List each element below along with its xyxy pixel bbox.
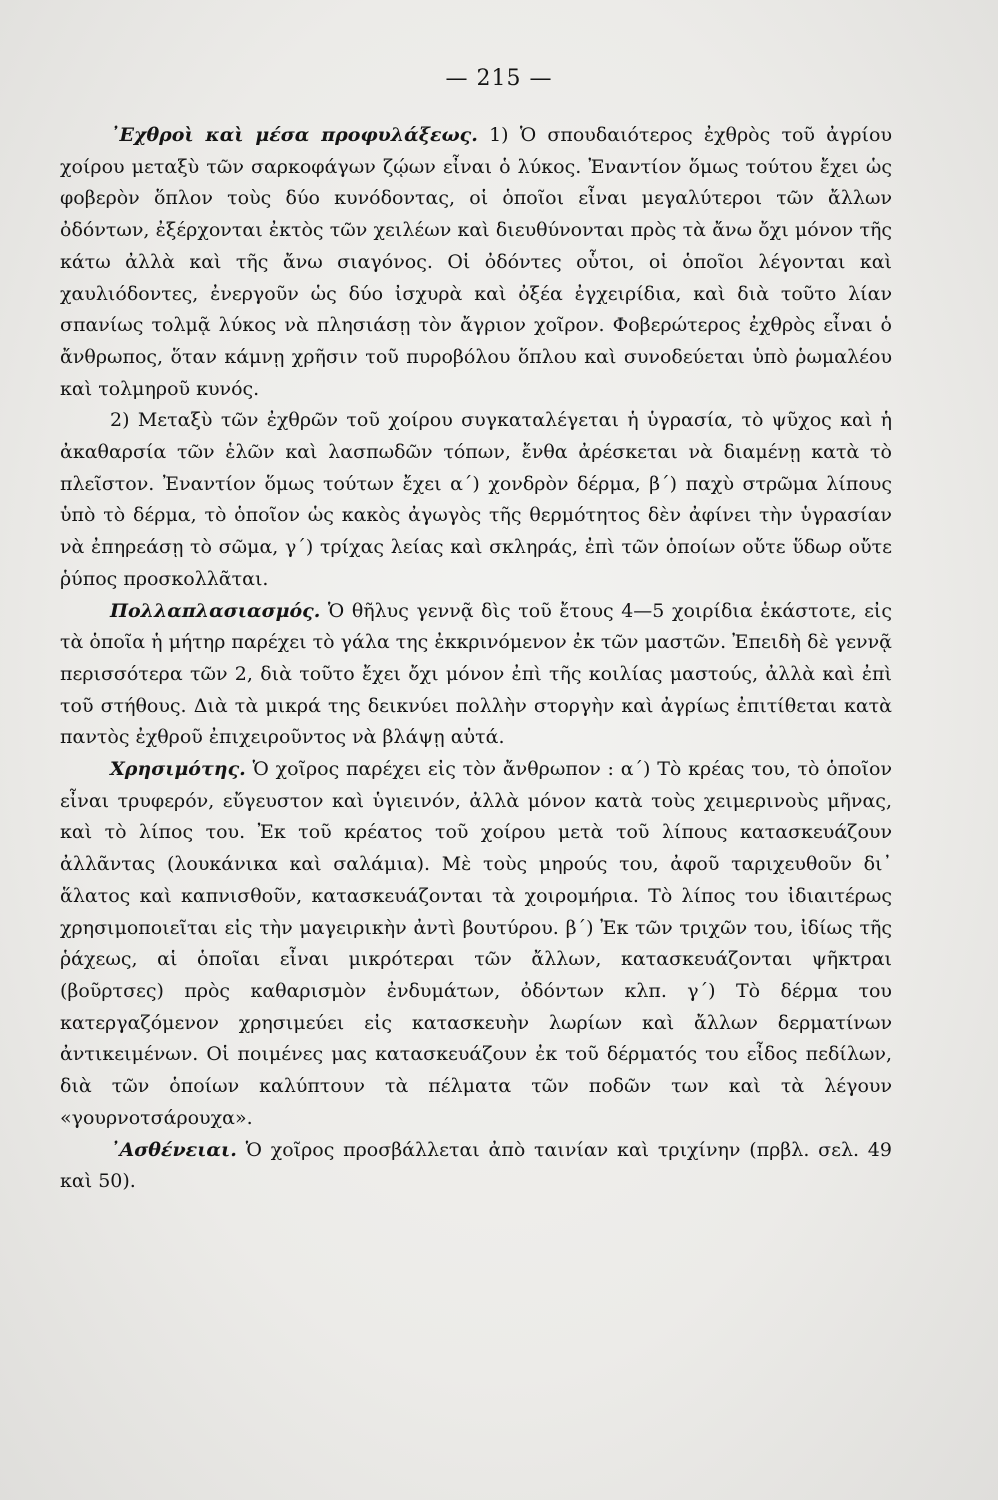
section-heading-diseases: ᾿Ασθένειαι. (110, 1138, 237, 1161)
paragraph-reproduction (60, 596, 892, 755)
body-text (60, 120, 892, 1198)
section-heading-usefulness: Χρησιμότης. (110, 758, 246, 781)
paragraph-diseases (60, 1135, 892, 1198)
paragraph-enemies-2 (60, 405, 892, 595)
paragraph-text: 1) Ὁ σπουδαιότερος ἐχθρὸς τοῦ ἀγρίου χοίρου μεταξὺ τῶν σαρκοφάγων ζῴων εἶναι ὁ λύκος. Ἐναντίον ὅμως τούτου ἔχει ὡς φοβερὸν ὅπλον τοὺς δύο κυνόδοντας, οἱ ὁποῖοι εἶναι μεγαλύτεροι τῶν ἄλλων ὀδόντων, ἐξέρχονται ἐκτὸς τῶν χειλέων καὶ διευθύνονται πρὸς τὰ ἄνω ὄχι μόνον τῆς κάτω ἀλλὰ καὶ τῆς ἄνω σιαγόνος. Οἱ ὀδόντες οὗτοι, οἱ ὁποῖοι λέγονται καὶ χαυλιόδοντες, ἐνεργοῦν ὡς δύο ἰσχυρὰ καὶ ὀξέα ἐγχειρίδια, καὶ διὰ τοῦτο λίαν σπανίως τολμᾷ λύκος νὰ πλησιάσῃ τὸν ἄγριον χοῖρον. Φοβερώτερος ἐχθρὸς εἶναι ὁ ἄνθρωπος, ὅταν κάμνῃ χρῆσιν τοῦ πυροβόλου ὅπλου καὶ συνοδεύεται ὑπὸ ῥωμαλέου καὶ τολμηροῦ κυνός. (60, 124, 892, 400)
paragraph-usefulness (60, 754, 892, 1134)
section-heading-reproduction: Πολλαπλασιασμός. (110, 599, 321, 622)
paragraph-text: 2) Μεταξὺ τῶν ἐχθρῶν τοῦ χοίρου συγκαταλέγεται ἡ ὑγρασία, τὸ ψῦχος καὶ ἡ ἀκαθαρσία τῶν ἑλῶν καὶ λασπωδῶν τόπων, ἔνθα ἀρέσκεται νὰ διαμένῃ κατὰ τὸ πλεῖστον. Ἐναντίον ὅμως τούτων ἔχει α΄) χονδρὸν δέρμα, β΄) παχὺ στρῶμα λίπους ὑπὸ τὸ δέρμα, τὸ ὁποῖον ὡς κακὸς ἀγωγὸς τῆς θερμότητος δὲν ἀφίνει τὴν ὑγρασίαν νὰ ἐπηρεάσῃ τὸ σῶμα, γ΄) τρίχας λείας καὶ σκληράς, ἐπὶ τῶν ὁποίων οὔτε ὕδωρ οὔτε ῥύπος προσκολλᾶται. (60, 409, 892, 590)
page-number: — 215 — (445, 66, 553, 91)
section-heading-enemies: ᾿Εχθροὶ καὶ μέσα προφυλάξεως. (110, 124, 478, 146)
paragraph-text: Ὁ χοῖρος προσβάλλεται ἀπὸ ταινίαν καὶ τριχίνην (πρβλ. σελ. 49 καὶ 50). (60, 1138, 892, 1193)
paragraph-enemies (60, 120, 892, 405)
paragraph-text: Ὁ χοῖρος παρέχει εἰς τὸν ἄνθρωπον : α΄) Τὸ κρέας του, τὸ ὁποῖον εἶναι τρυφερόν, εὔγευστον καὶ ὑγιεινόν, ἀλλὰ μόνον κατὰ τοὺς χειμερινοὺς μῆνας, καὶ τὸ λίπος του. Ἐκ τοῦ κρέατος τοῦ χοίρου μετὰ τοῦ λίπους κατασκευάζουν ἀλλᾶντας (λουκάνικα καὶ σαλάμια). Μὲ τοὺς μηρούς του, ἀφοῦ ταριχευθοῦν δι᾿ ἅλατος καὶ καπνισθοῦν, κατασκευάζονται τὰ χοιρομήρια. Τὸ λίπος του ἰδιαιτέρως χρησιμοποιεῖται εἰς τὴν μαγειρικὴν ἀντὶ βουτύρου. β΄) Ἐκ τῶν τριχῶν του, ἰδίως τῆς ῥάχεως, αἱ ὁποῖαι εἶναι μικρότεραι τῶν ἄλλων, κατασκευάζονται ψῆκτραι (βοῦρτσες) πρὸς καθαρισμὸν ἐνδυμάτων, ὀδόντων κλπ. γ΄) Τὸ δέρμα του κατεργαζόμενον χρησιμεύει εἰς κατασκευὴν λωρίων καὶ ἄλλων δερματίνων ἀντικειμένων. Οἱ ποιμένες μας κατασκευάζουν ἐκ τοῦ δέρματός του εἶδος πεδίλων, διὰ τῶν ὁποίων καλύπτουν τὰ πέλματα τῶν ποδῶν των καὶ τὰ λέγουν «γουρνοτσάρουχα». (60, 758, 892, 1129)
paragraph-text: Ὁ θῆλυς γεννᾷ δὶς τοῦ ἔτους 4—5 χοιρίδια ἑκάστοτε, εἰς τὰ ὁποῖα ἡ μήτηρ παρέχει τὸ γάλα της ἐκκρινόμενον ἐκ τῶν μαστῶν. Ἐπειδὴ δὲ γεννᾷ περισσότερα τῶν 2, διὰ τοῦτο ἔχει ὄχι μόνον ἐπὶ τῆς κοιλίας μαστούς, ἀλλὰ καὶ ἐπὶ τοῦ στήθους. Διὰ τὰ μικρά της δεικνύει πολλὴν στοργὴν καὶ ἀγρίως ἐπιτίθεται κατὰ παντὸς ἐχθροῦ ἐπιχειροῦντος νὰ βλάψῃ αὐτά. (60, 599, 892, 749)
